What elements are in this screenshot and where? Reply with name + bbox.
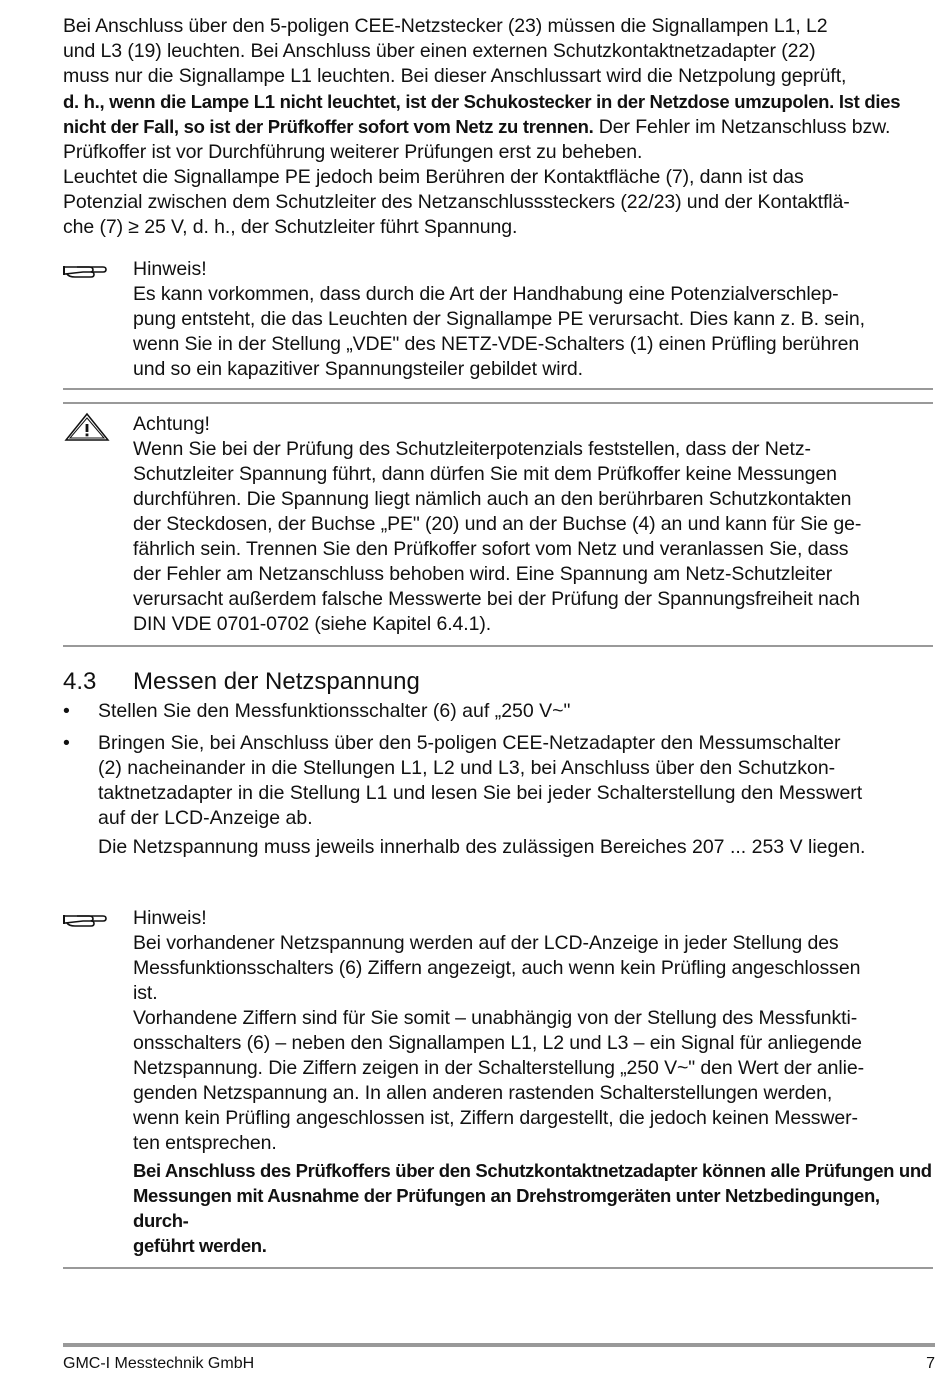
warning-line: der Fehler am Netzanschluss behoben wird. Eine Spannung am Netz-Schutzleiter	[133, 563, 833, 585]
note-title: Hinweis!	[133, 258, 207, 280]
pointing-hand-icon	[63, 259, 113, 285]
list-item-text: Stellen Sie den Messfunktionsschalter (6) auf „250 V~"	[98, 700, 571, 722]
list-item	[63, 731, 933, 860]
pointing-hand-icon	[63, 908, 113, 934]
note-line: und so ein kapazitiver Spannungsteiler gebildet wird.	[133, 358, 583, 380]
warning-box	[63, 412, 933, 637]
text-line: muss nur die Signallampe L1 leuchten. Bei dieser Anschlussart wird die Netzpolung geprüft,	[63, 65, 847, 87]
bold-note-line: geführt werden.	[133, 1235, 267, 1256]
note-line: wenn kein Prüfling angeschlossen ist, Ziffern dargestellt, die jedoch keinen Messwer-	[133, 1107, 858, 1129]
note-line: Vorhandene Ziffern sind für Sie somit – unabhängig von der Stellung des Messfunkti-	[133, 1007, 858, 1029]
warning-line: fährlich sein. Trennen Sie den Prüfkoffer sofort vom Netz und veranlassen Sie, dass	[133, 538, 849, 560]
warning-line: der Steckdosen, der Buchse „PE" (20) und an der Buchse (4) an und kann für Sie ge-	[133, 513, 862, 535]
intro-paragraph-1	[63, 14, 933, 165]
note-line: wenn Sie in der Stellung „VDE" des NETZ-VDE-Schalters (1) einen Prüfling berühren	[133, 333, 860, 355]
text-line: che (7) ≥ 25 V, d. h., der Schutzleiter führt Spannung.	[63, 216, 518, 238]
note-line: Messfunktionsschalters (6) Ziffern angezeigt, auch wenn kein Prüfling angeschlossen	[133, 957, 861, 979]
text-line: Prüfkoffer ist vor Durchführung weiterer Prüfungen erst zu beheben.	[63, 141, 643, 163]
warning-line: Wenn Sie bei der Prüfung des Schutzleiterpotenzials feststellen, dass der Netz-	[133, 438, 811, 460]
bold-text: nicht der Fall, so ist der Prüfkoffer sofort vom Netz zu trennen.	[63, 116, 594, 137]
divider	[63, 388, 933, 390]
note-line: pung entsteht, die das Leuchten der Signallampe PE verursacht. Dies kann z. B. sein,	[133, 308, 865, 330]
section-title: Messen der Netzspannung	[133, 668, 420, 695]
list-item	[63, 699, 933, 724]
note-line: genden Netzspannung an. In allen anderen rastenden Schalterstellungen werden,	[133, 1082, 833, 1104]
list-item-text: auf der LCD-Anzeige ab.	[98, 807, 313, 829]
footer-rule	[63, 1343, 935, 1347]
bullet: •	[63, 732, 70, 754]
page-content	[63, 14, 933, 1269]
bullet-list	[63, 699, 933, 860]
note-box	[63, 906, 933, 1258]
footer-row	[63, 1355, 935, 1373]
section-heading	[63, 667, 933, 697]
note-line: Netzspannung. Die Ziffern zeigen in der Schalterstellung „250 V~" den Wert der anlie-	[133, 1057, 864, 1079]
warning-line: verursacht außerdem falsche Messwerte bei der Prüfung der Spannungsfreiheit nach	[133, 588, 860, 610]
warning-title: Achtung!	[133, 413, 210, 435]
list-item-text: Bringen Sie, bei Anschluss über den 5-poligen CEE-Netzadapter den Messumschalter	[98, 732, 841, 754]
note-line: ist.	[133, 982, 158, 1004]
warning-line: Schutzleiter Spannung führt, dann dürfen Sie mit dem Prüfkoffer keine Messungen	[133, 463, 837, 485]
page-number: 7	[926, 1355, 935, 1372]
text-line: Bei Anschluss über den 5-poligen CEE-Netzstecker (23) müssen die Signallampen L1, L2	[63, 15, 828, 37]
text-line: und L3 (19) leuchten. Bei Anschluss über einen externen Schutzkontaktnetzadapter (22)	[63, 40, 816, 62]
warning-line: durchführen. Die Spannung liegt nämlich auch an den berührbaren Schutzkontakten	[133, 488, 852, 510]
text-line	[63, 114, 933, 140]
note-line: ten entsprechen.	[133, 1132, 277, 1154]
divider	[63, 645, 933, 647]
divider	[63, 1267, 933, 1269]
bold-note-line: Messungen mit Ausnahme der Prüfungen an Drehstromgeräten unter Netzbedingungen, durch-	[133, 1185, 880, 1231]
list-item-text: taktnetzadapter in die Stellung L1 und lesen Sie bei jeder Schalterstellung den Messwert	[98, 782, 863, 804]
page-footer	[63, 1343, 935, 1373]
list-item-text: Die Netzspannung muss jeweils innerhalb des zulässigen Bereiches 207 ... 253 V liegen.	[98, 836, 866, 858]
bold-text-line: d. h., wenn die Lampe L1 nicht leuchtet, ist der Schukostecker in der Netzdose umzupolen. Ist dies	[63, 91, 901, 112]
note-title: Hinweis!	[133, 907, 207, 929]
footer-company: GMC-I Messtechnik GmbH	[63, 1355, 255, 1372]
bold-note-line: Bei Anschluss des Prüfkoffers über den Schutzkontaktnetzadapter können alle Prüfungen und	[133, 1160, 932, 1181]
section-number: 4.3	[63, 668, 97, 695]
bullet: •	[63, 700, 70, 722]
note-box	[63, 257, 933, 382]
note-line: Es kann vorkommen, dass durch die Art der Handhabung eine Potenzialverschlep-	[133, 283, 839, 305]
note-line: Bei vorhandener Netzspannung werden auf der LCD-Anzeige in jeder Stellung des	[133, 932, 839, 954]
warning-line: DIN VDE 0701-0702 (siehe Kapitel 6.4.1).	[133, 613, 492, 635]
text: Der Fehler im Netzanschluss bzw.	[593, 116, 891, 138]
divider	[63, 402, 933, 404]
intro-paragraph-2	[63, 165, 933, 240]
note-line: onsschalters (6) – neben den Signallampen L1, L2 und L3 – ein Signal für anliegende	[133, 1032, 862, 1054]
warning-triangle-icon	[63, 412, 113, 438]
list-item-text: (2) nacheinander in die Stellungen L1, L2 und L3, bei Anschluss über den Schutzkon-	[98, 757, 836, 779]
text-line: Leuchtet die Signallampe PE jedoch beim Berühren der Kontaktfläche (7), dann ist das	[63, 166, 804, 188]
text-line: Potenzial zwischen dem Schutzleiter des Netzanschlusssteckers (22/23) und der Kontaktflä-	[63, 191, 850, 213]
